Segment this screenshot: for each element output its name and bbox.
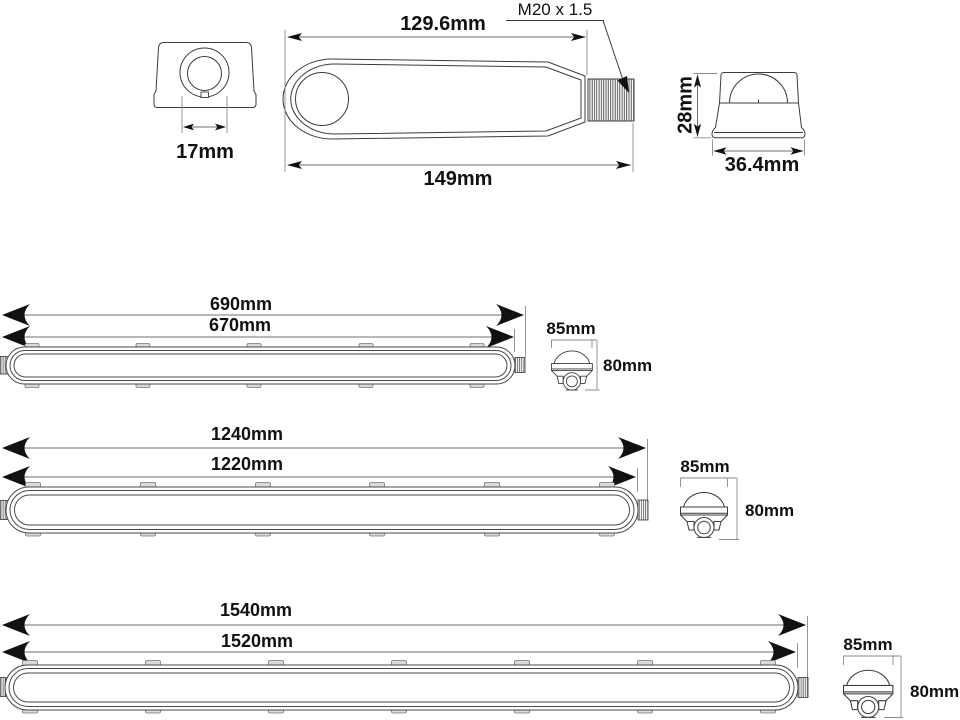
fixture-row-1 bbox=[0, 294, 652, 390]
fixture-end-view bbox=[546, 319, 652, 390]
end-height-label: 80mm bbox=[603, 356, 653, 375]
sensor-profile-view bbox=[283, 0, 634, 190]
overall-length-label: 1540mm bbox=[219, 600, 293, 620]
sensor-front-width-label: 17mm bbox=[176, 141, 234, 163]
overall-length-label: 690mm bbox=[209, 294, 273, 314]
end-width-label: 85mm bbox=[680, 457, 730, 476]
housing-length-label: 1220mm bbox=[210, 454, 284, 474]
overall-length-label: 1240mm bbox=[210, 424, 284, 444]
fixture-housing bbox=[6, 347, 515, 384]
fixture-row-3 bbox=[0, 600, 959, 718]
sensor-end-height-label: 28mm bbox=[674, 76, 697, 134]
sensor-front-view bbox=[154, 43, 256, 164]
thread-spec-label: M20 x 1.5 bbox=[517, 0, 593, 19]
sensor-end-view bbox=[675, 73, 806, 177]
end-height-label: 80mm bbox=[745, 501, 795, 520]
end-width-label: 85mm bbox=[546, 319, 596, 338]
fixture-end-view bbox=[843, 635, 959, 718]
end-height-label: 80mm bbox=[910, 682, 960, 701]
thread-leader-line bbox=[603, 21, 624, 84]
fixture-housing bbox=[5, 665, 798, 710]
cable-gland-right bbox=[798, 678, 808, 698]
cable-gland-right bbox=[638, 500, 648, 520]
fixture-row-2 bbox=[0, 424, 794, 540]
end-width-label: 85mm bbox=[843, 635, 893, 654]
sensor-body-length-label: 129.6mm bbox=[400, 13, 486, 35]
housing-length-label: 1520mm bbox=[220, 631, 294, 651]
housing-length-label: 670mm bbox=[208, 315, 272, 335]
sensor-end-width-label: 36.4mm bbox=[724, 154, 800, 176]
fixture-end-view bbox=[680, 457, 794, 540]
sensor-overall-length-label: 149mm bbox=[423, 168, 493, 190]
sensor-ring-notch bbox=[201, 92, 209, 98]
cable-gland-right bbox=[515, 358, 525, 373]
fixture-housing bbox=[6, 487, 638, 533]
